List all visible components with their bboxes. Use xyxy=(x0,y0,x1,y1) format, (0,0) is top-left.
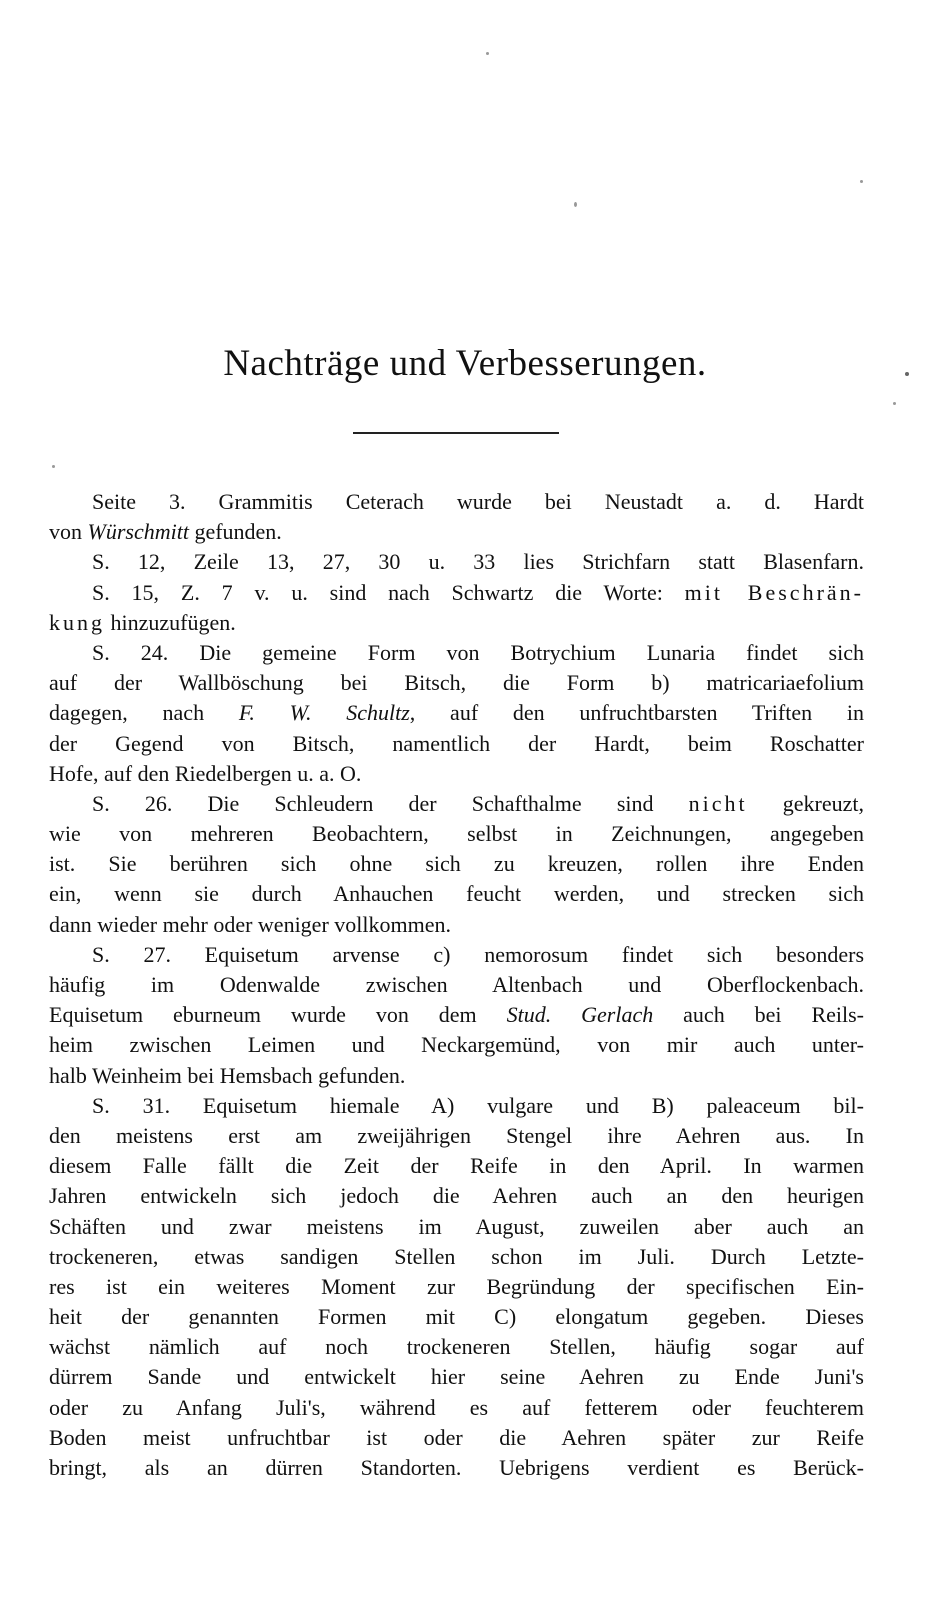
text-line xyxy=(49,1212,864,1242)
text-line xyxy=(49,1453,864,1483)
text-run: dann wieder mehr oder weniger vollkommen. xyxy=(49,911,451,937)
italic-name: Stud. Gerlach xyxy=(506,1002,654,1028)
text-line xyxy=(49,668,864,698)
text-line xyxy=(49,729,864,759)
text-line xyxy=(49,1242,864,1272)
text-line xyxy=(49,547,864,577)
text-line xyxy=(49,1181,864,1211)
scan-speck xyxy=(860,180,863,183)
text-line xyxy=(49,819,864,849)
text-line xyxy=(49,1151,864,1181)
text-run: S. 12, Zeile 13, 27, 30 u. 33 lies Strichfarn statt Blasenfarn. xyxy=(92,549,864,575)
text-line xyxy=(49,1332,864,1362)
text-run: gekreuzt, xyxy=(747,790,864,816)
text-line xyxy=(49,578,864,608)
text-run: Jahren entwickeln sich jedoch die Aehren auch an den heurigen xyxy=(49,1183,864,1209)
spaced-emphasis: kung xyxy=(49,609,105,635)
text-line xyxy=(49,517,864,547)
text-line xyxy=(49,879,864,909)
scan-speck xyxy=(52,465,55,468)
text-run: oder zu Anfang Juli's, während es auf fetterem oder feuchterem xyxy=(49,1394,864,1420)
text-line xyxy=(49,759,864,789)
text-run: S. 27. Equisetum arvense c) nemorosum findet sich besonders xyxy=(92,941,864,967)
text-line xyxy=(49,849,864,879)
text-line xyxy=(49,698,864,728)
text-run: ein, wenn sie durch Anhauchen feucht werden, und strecken sich xyxy=(49,881,864,907)
text-run: auf der Wallböschung bei Bitsch, die Form b) matricariaefolium xyxy=(49,670,864,696)
text-run: dagegen, nach xyxy=(49,700,239,726)
body-text xyxy=(49,487,864,1483)
text-run: von xyxy=(49,519,88,545)
text-run: , auf den unfruchtbarsten Triften in xyxy=(409,700,864,726)
text-line xyxy=(49,1121,864,1151)
text-run: dürrem Sande und entwickelt hier seine Aehren zu Ende Juni's xyxy=(49,1364,864,1390)
text-line xyxy=(49,940,864,970)
text-line xyxy=(49,1061,864,1091)
scan-speck xyxy=(905,372,909,376)
text-run: diesem Falle fällt die Zeit der Reife in den April. In warmen xyxy=(49,1153,864,1179)
text-line xyxy=(49,1030,864,1060)
text-line xyxy=(49,1000,864,1030)
text-line xyxy=(49,970,864,1000)
text-run: Hofe, auf den Riedelbergen u. a. O. xyxy=(49,760,362,786)
text-line xyxy=(49,1091,864,1121)
scan-speck xyxy=(574,202,577,207)
spaced-emphasis: mit Beschrän- xyxy=(684,579,864,605)
text-run: wie von mehreren Beobachtern, selbst in Zeichnungen, angegeben xyxy=(49,821,864,847)
text-run: S. 31. Equisetum hiemale A) vulgare und B) paleaceum bil- xyxy=(92,1092,864,1118)
text-line xyxy=(49,638,864,668)
text-run: bringt, als an dürren Standorten. Uebrigens verdient es Berück- xyxy=(49,1455,864,1480)
text-run: gefunden. xyxy=(188,519,282,545)
text-run: heim zwischen Leimen und Neckargemünd, von mir auch unter- xyxy=(49,1032,864,1058)
text-run: Equisetum eburneum wurde von dem xyxy=(49,1002,507,1028)
text-line xyxy=(49,910,864,940)
scan-speck xyxy=(486,52,489,55)
title-rule xyxy=(353,432,559,434)
text-run: häufig im Odenwalde zwischen Altenbach und Oberflockenbach. xyxy=(49,972,864,997)
scan-speck xyxy=(893,402,896,405)
page-title: Nachträge und Verbesserungen. xyxy=(223,343,707,384)
text-run: S. 15, Z. 7 v. u. sind nach Schwartz die Worte: xyxy=(92,579,685,605)
text-run: Seite 3. Grammitis Ceterach wurde bei Neustadt a. d. Hardt xyxy=(92,489,864,514)
text-line xyxy=(49,608,864,638)
text-run: Boden meist unfruchtbar ist oder die Aehren später zur Reife xyxy=(49,1424,864,1450)
text-line xyxy=(49,1362,864,1392)
text-run: den meistens erst am zweijährigen Stengel ihre Aehren aus. In xyxy=(49,1122,864,1148)
text-run: S. 24. Die gemeine Form von Botrychium Lunaria findet sich xyxy=(92,639,864,665)
text-run: halb Weinheim bei Hemsbach gefunden. xyxy=(49,1062,406,1088)
text-run: trockeneren, etwas sandigen Stellen schon im Juli. Durch Letzte- xyxy=(49,1243,864,1269)
text-run: res ist ein weiteres Moment zur Begründung der specifischen Ein- xyxy=(49,1273,864,1299)
text-line xyxy=(49,1423,864,1453)
text-run: auch bei Reils- xyxy=(653,1002,864,1028)
text-run: hinzuzufügen. xyxy=(105,609,236,635)
text-line xyxy=(49,1302,864,1332)
spaced-emphasis: nicht xyxy=(688,790,748,816)
text-line xyxy=(49,487,864,517)
text-line xyxy=(49,789,864,819)
text-run: der Gegend von Bitsch, namentlich der Hardt, beim Roschatter xyxy=(49,730,864,756)
text-run: Schäften und zwar meistens im August, zuweilen aber auch an xyxy=(49,1213,864,1239)
italic-name: F. W. Schultz xyxy=(238,700,410,726)
text-run: ist. Sie berühren sich ohne sich zu kreuzen, rollen ihre Enden xyxy=(49,851,864,877)
text-run: heit der genannten Formen mit C) elongatum gegeben. Dieses xyxy=(49,1304,864,1330)
text-line xyxy=(49,1393,864,1423)
italic-name: Würschmitt xyxy=(87,519,189,545)
text-run: wächst nämlich auf noch trockeneren Stellen, häufig sogar auf xyxy=(49,1334,864,1360)
text-run: S. 26. Die Schleudern der Schafthalme sind xyxy=(92,790,689,816)
text-line xyxy=(49,1272,864,1302)
